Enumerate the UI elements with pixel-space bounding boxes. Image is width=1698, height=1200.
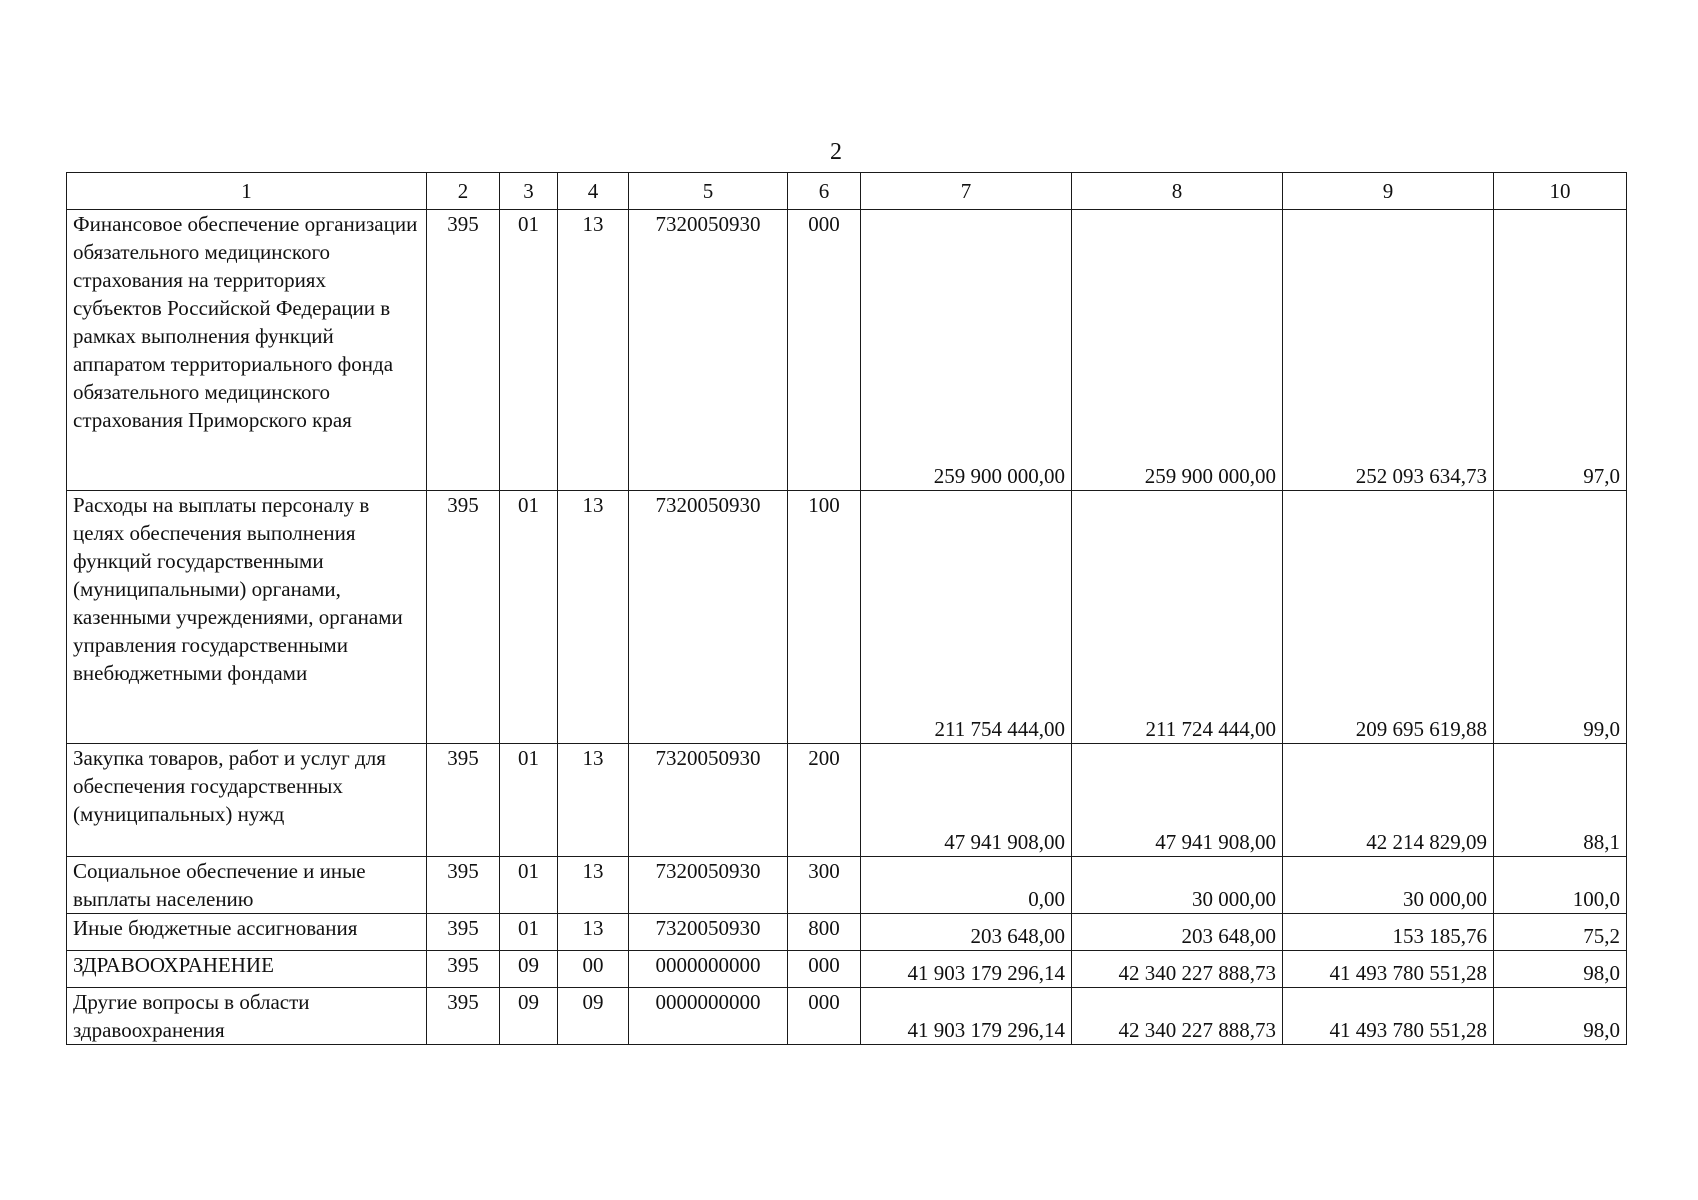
code-cell: 7320050930 xyxy=(629,914,788,951)
percent-cell: 97,0 xyxy=(1494,210,1627,491)
header-cell: 2 xyxy=(427,173,500,210)
amount-cell: 42 214 829,09 xyxy=(1283,744,1494,857)
row-name: Социальное обеспечение и иные выплаты населению xyxy=(67,857,427,914)
row-name: Другие вопросы в области здравоохранения xyxy=(67,988,427,1045)
percent-cell: 75,2 xyxy=(1494,914,1627,951)
amount-cell: 30 000,00 xyxy=(1072,857,1283,914)
header-cell: 5 xyxy=(629,173,788,210)
table-row xyxy=(67,491,1627,744)
code-cell: 09 xyxy=(500,988,558,1045)
table-header-row xyxy=(67,173,1627,210)
page-number: 2 xyxy=(830,139,842,165)
code-cell: 395 xyxy=(427,914,500,951)
amount-cell: 209 695 619,88 xyxy=(1283,491,1494,744)
code-cell: 01 xyxy=(500,491,558,744)
table-row xyxy=(67,857,1627,914)
code-cell: 01 xyxy=(500,744,558,857)
amount-cell: 41 903 179 296,14 xyxy=(861,951,1072,988)
percent-cell: 100,0 xyxy=(1494,857,1627,914)
code-cell: 13 xyxy=(558,914,629,951)
code-cell: 000 xyxy=(788,210,861,491)
code-cell: 000 xyxy=(788,988,861,1045)
row-name: Иные бюджетные ассигнования xyxy=(67,914,427,951)
row-name: Закупка товаров, работ и услуг для обеспечения государственных (муниципальных) нужд xyxy=(67,744,427,857)
header-cell: 10 xyxy=(1494,173,1627,210)
row-name: Финансовое обеспечение организации обязательного медицинского страхования на территориях субъектов Российской Федерации в рамках выполнения функций аппаратом территориального фонда обязательного медицинского страхования Приморского края xyxy=(67,210,427,491)
header-cell: 6 xyxy=(788,173,861,210)
amount-cell: 41 903 179 296,14 xyxy=(861,988,1072,1045)
amount-cell: 252 093 634,73 xyxy=(1283,210,1494,491)
code-cell: 09 xyxy=(558,988,629,1045)
amount-cell: 203 648,00 xyxy=(1072,914,1283,951)
code-cell: 01 xyxy=(500,210,558,491)
header-cell: 3 xyxy=(500,173,558,210)
code-cell: 7320050930 xyxy=(629,857,788,914)
amount-cell: 47 941 908,00 xyxy=(1072,744,1283,857)
header-cell: 8 xyxy=(1072,173,1283,210)
table-row xyxy=(67,210,1627,491)
amount-cell: 41 493 780 551,28 xyxy=(1283,951,1494,988)
code-cell: 01 xyxy=(500,914,558,951)
table-row xyxy=(67,951,1627,988)
budget-table xyxy=(66,172,1627,1045)
percent-cell: 98,0 xyxy=(1494,988,1627,1045)
code-cell: 100 xyxy=(788,491,861,744)
code-cell: 7320050930 xyxy=(629,744,788,857)
amount-cell: 211 724 444,00 xyxy=(1072,491,1283,744)
code-cell: 395 xyxy=(427,210,500,491)
amount-cell: 0,00 xyxy=(861,857,1072,914)
table-row xyxy=(67,914,1627,951)
amount-cell: 211 754 444,00 xyxy=(861,491,1072,744)
amount-cell: 203 648,00 xyxy=(861,914,1072,951)
row-name: Расходы на выплаты персоналу в целях обеспечения выполнения функций государственными (муниципальными) органами, казенными учреждениями, органами управления государственными внебюджетными фондами xyxy=(67,491,427,744)
percent-cell: 99,0 xyxy=(1494,491,1627,744)
header-cell: 9 xyxy=(1283,173,1494,210)
percent-cell: 88,1 xyxy=(1494,744,1627,857)
amount-cell: 42 340 227 888,73 xyxy=(1072,988,1283,1045)
amount-cell: 47 941 908,00 xyxy=(861,744,1072,857)
code-cell: 13 xyxy=(558,210,629,491)
amount-cell: 259 900 000,00 xyxy=(1072,210,1283,491)
amount-cell: 30 000,00 xyxy=(1283,857,1494,914)
table-row xyxy=(67,744,1627,857)
code-cell: 395 xyxy=(427,744,500,857)
code-cell: 13 xyxy=(558,491,629,744)
header-cell: 4 xyxy=(558,173,629,210)
code-cell: 395 xyxy=(427,951,500,988)
code-cell: 0000000000 xyxy=(629,988,788,1045)
code-cell: 200 xyxy=(788,744,861,857)
row-name: ЗДРАВООХРАНЕНИЕ xyxy=(67,951,427,988)
table-row xyxy=(67,988,1627,1045)
code-cell: 00 xyxy=(558,951,629,988)
amount-cell: 259 900 000,00 xyxy=(861,210,1072,491)
code-cell: 7320050930 xyxy=(629,491,788,744)
code-cell: 09 xyxy=(500,951,558,988)
amount-cell: 41 493 780 551,28 xyxy=(1283,988,1494,1045)
code-cell: 800 xyxy=(788,914,861,951)
header-cell: 1 xyxy=(67,173,427,210)
code-cell: 000 xyxy=(788,951,861,988)
code-cell: 7320050930 xyxy=(629,210,788,491)
code-cell: 01 xyxy=(500,857,558,914)
code-cell: 300 xyxy=(788,857,861,914)
code-cell: 13 xyxy=(558,744,629,857)
amount-cell: 42 340 227 888,73 xyxy=(1072,951,1283,988)
code-cell: 395 xyxy=(427,491,500,744)
percent-cell: 98,0 xyxy=(1494,951,1627,988)
code-cell: 395 xyxy=(427,857,500,914)
code-cell: 395 xyxy=(427,988,500,1045)
amount-cell: 153 185,76 xyxy=(1283,914,1494,951)
code-cell: 13 xyxy=(558,857,629,914)
code-cell: 0000000000 xyxy=(629,951,788,988)
header-cell: 7 xyxy=(861,173,1072,210)
